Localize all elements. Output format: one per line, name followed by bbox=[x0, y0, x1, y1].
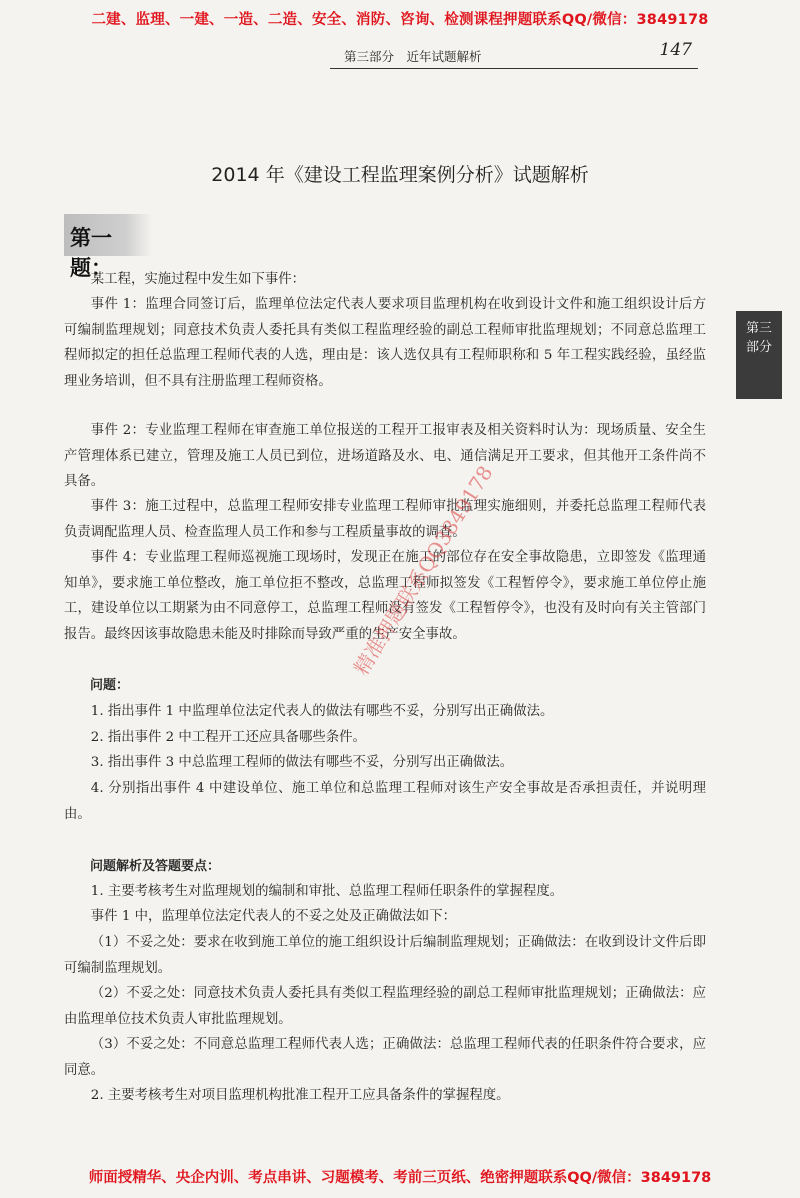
question-heading bbox=[64, 214, 152, 280]
event-3: 事件 3：施工过程中，总监理工程师安排专业监理工程师审批监理实施细则，并委托总监理工程师代表负责调配监理人员、检查监理人员工作和参与工程质量事故的调查。 bbox=[64, 499, 706, 540]
analysis-item: 事件 1 中，监理单位法定代表人的不妥之处及正确做法如下： bbox=[90, 909, 456, 924]
document-title: 2014 年《建设工程监理案例分析》试题解析 bbox=[211, 164, 589, 186]
analysis-label: 问题解析及答题要点： bbox=[90, 859, 221, 874]
event-4: 事件 4：专业监理工程师巡视施工现场时，发现正在施工的部位存在安全事故隐患，立即签发《监理通知单》，要求施工单位整改，施工单位拒不整改，总监理工程师拟签发《工程暂停令》，要求施工单位停止施工，建设单位以工期紧为由不同意停工，总监理工程师没有签发《工程暂停令》，也没有及时向有关主管部门报告。最终因该事故隐患未能及时排除而导致严重的生产安全事故。 bbox=[64, 550, 706, 642]
analysis-item: （3）不妥之处：不同意总监理工程师代表人选；正确做法：总监理工程师代表的任职条件符合要求，应同意。 bbox=[64, 1037, 706, 1078]
analysis-item: 2. 主要考核考生对项目监理机构批准工程开工应具备条件的掌握程度。 bbox=[90, 1088, 510, 1103]
question-item: 1. 指出事件 1 中监理单位法定代表人的做法有哪些不妥，分别写出正确做法。 bbox=[90, 704, 554, 719]
question-heading-label: 第一题： bbox=[70, 226, 112, 280]
question-item: 4. 分别指出事件 4 中建设单位、施工单位和总监理工程师对该生产安全事故是否承担责任，并说明理由。 bbox=[64, 781, 706, 822]
intro-paragraph: 某工程，实施过程中发生如下事件： bbox=[90, 272, 306, 287]
questions-label: 问题： bbox=[90, 678, 130, 693]
page-number: 147 bbox=[659, 40, 692, 60]
question-item: 3. 指出事件 3 中总监理工程师的做法有哪些不妥，分别写出正确做法。 bbox=[90, 755, 514, 770]
side-tab-line2: 部分 bbox=[745, 340, 772, 355]
section-side-tab bbox=[736, 311, 782, 399]
analysis-item: （1）不妥之处：要求在收到施工单位的施工组织设计后编制监理规划；正确做法：在收到设计文件后即可编制监理规划。 bbox=[64, 935, 706, 976]
question-item: 2. 指出事件 2 中工程开工还应具备哪些条件。 bbox=[90, 730, 366, 745]
event-1: 事件 1：监理合同签订后，监理单位法定代表人要求项目监理机构在收到设计文件和施工组织设计后方可编制监理规划；同意技术负责人委托具有类似工程监理经验的副总工程师审批监理规划；不同意总监理工程师拟定的担任总监理工程师代表的人选，理由是：该人选仅具有工程师职称和 5 年工程实践经验，虽经监理业务培训，但不具有注册监理工程师资格。 bbox=[64, 297, 706, 389]
top-banner: 二建、监理、一建、一造、二造、安全、消防、咨询、检测课程押题联系QQ/微信：3849178 bbox=[91, 12, 709, 28]
event-2: 事件 2：专业监理工程师在审查施工单位报送的工程开工报审表及相关资料时认为：现场质量、安全生产管理体系已建立，管理及施工人员已到位，进场道路及水、电、通信满足开工要求，但其他开工条件尚不具备。 bbox=[64, 423, 706, 489]
header-section-title: 第三部分 近年试题解析 bbox=[344, 49, 482, 64]
side-tab-line1: 第三 bbox=[745, 321, 772, 336]
running-header bbox=[330, 38, 698, 69]
analysis-item: （2）不妥之处：同意技术负责人委托具有类似工程监理经验的副总工程师审批监理规划；正确做法：应由监理单位技术负责人审批监理规划。 bbox=[64, 986, 706, 1027]
analysis-item: 1. 主要考核考生对监理规划的编制和审批、总监理工程师任职条件的掌握程度。 bbox=[90, 884, 564, 899]
bottom-banner: 师面授精华、央企内训、考点串讲、习题模考、考前三页纸、绝密押题联系QQ/微信：3849178 bbox=[88, 1170, 712, 1186]
watermark-text: 精准押题联系QQ3849178 bbox=[349, 461, 498, 680]
